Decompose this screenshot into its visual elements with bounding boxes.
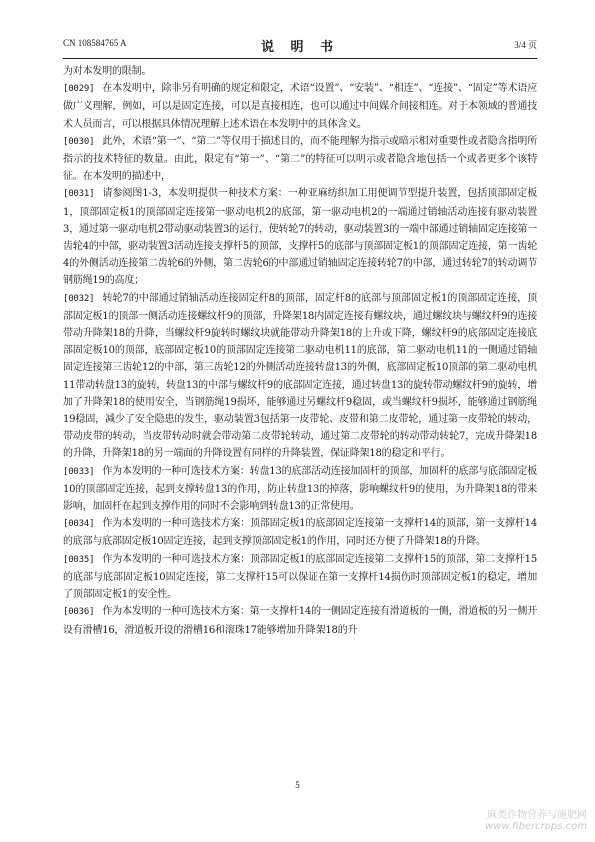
paragraph-text: 作为本发明的一种可选技术方案：转盘13的底部活动连接加固杆的顶部，加固杆的底部与底部固定板10的顶部固定连接，起到支撑转盘13的作用，防止转盘13的掉落，影响螺纹杆9的使用，为升降架18的带来影响，加固杆在起到支撑作用的同时不会影响到转盘13的正常使用。 (63, 465, 537, 513)
paragraph-0033 (63, 463, 537, 516)
paragraph-0030 (63, 133, 537, 186)
watermark (485, 806, 587, 832)
paragraph-number: [0029] (63, 84, 95, 95)
paragraph-0031 (63, 185, 537, 289)
paragraph-number: [0033] (63, 466, 95, 477)
paragraph-0036 (63, 603, 537, 638)
watermark-site-name: 麻类作物营养与施肥网 (487, 810, 587, 821)
paragraph-text: 此外，术语“第一”、“第二”等仅用于描述目的，而不能理解为指示或暗示相对重要性或者隐含指明所指示的技术特征的数量。由此，限定有“第一”、“第二”的特征可以明示或者隐含地包括一个或者更多个该特征。在本发明的描述中， (63, 135, 537, 183)
paragraph-text: 作为本发明的一种可选技术方案：顶部固定板1的底部固定连接第一支撑杆14的顶部，第一支撑杆14的底部与底部固定板10固定连接，起到支撑顶部固定板1的作用，同时还方便了升降架18的升降。 (63, 518, 537, 548)
paragraph-text: 为对本发明的限制。 (63, 66, 152, 77)
paragraph-text: 请参阅图1-3，本发明提供一种技术方案：一种亚麻纺织加工用便调节型提升装置，包括顶部固定板1，顶部固定板1的顶部固定连接第一驱动电机2的底部，第一驱动电机2的一端通过销轴活动连接有驱动装置3，通过第一驱动电机2带动驱动装置3的运行，使转轮7的转动，驱动装置3的一端中部通过销轴固定连接第一齿轮4的中部，驱动装置3活动连接支撑杆5的顶部，支撑杆5的底部与顶部固定板1的顶部固定连接，第一齿轮4的外侧活动连接第二齿轮6的外侧，第二齿轮6的中部通过销轴固定连接转轮7的中部，通过转轮7的转动调节钢筋绳19的高度； (63, 188, 537, 287)
watermark-url: www.fibercrops.com (485, 821, 587, 832)
paragraph-number: [0030] (63, 136, 95, 147)
patent-number: CN 108584765 A (63, 38, 127, 48)
section-title: 说 明 书 (260, 40, 340, 55)
page-indicator: 3/4 页 (514, 40, 537, 50)
paragraph-0029 (63, 80, 537, 133)
paragraph-text: 在本发明中，除非另有明确的规定和限定，术语“设置”、“安装”、“相连”、“连接”、“固定”等术语应做广义理解，例如，可以是固定连接，可以是直接相连，也可以通过中间媒介间接相连。对于本领域的普通技术人员而言，可以根据具体情况理解上述术语在本发明中的具体含义。 (63, 83, 537, 130)
paragraph-0035 (63, 551, 537, 604)
paragraph-number: [0035] (63, 554, 95, 565)
paragraph-text: 作为本发明的一种可选技术方案：顶部固定板1的底部固定连接第二支撑杆15的顶部，第二支撑杆15的底部与底部固定板10固定连接，第二支撑杆15可以保证在第一支撑杆14损伤时顶部固定板1的稳定，增加了顶部固定板1的安全性。 (63, 553, 537, 601)
paragraph-number: [0034] (63, 519, 95, 530)
document-body (63, 63, 537, 639)
header-rule (63, 58, 537, 59)
page-number: 5 (295, 780, 300, 790)
page-header (63, 36, 537, 55)
paragraph-0034 (63, 515, 537, 550)
paragraph-0032 (63, 290, 537, 463)
paragraph-continuation (63, 63, 537, 80)
paragraph-number: [0032] (63, 293, 95, 304)
paragraph-number: [0036] (63, 607, 95, 618)
paragraph-number: [0031] (63, 189, 95, 200)
paragraph-text: 转轮7的中部通过销轴活动连接固定杆8的顶部，固定杆8的底部与顶部固定板1的顶部固定连接，顶部固定板1的顶部一侧活动连接螺纹杆9的顶部，升降架18内固定连接有螺纹块，通过螺纹块与螺纹杆9的连接带动升降架18的升降，当螺纹杆9旋转时螺纹块就能带动升降架18的上升或下降，螺纹杆9的底部固定连接底部固定板10的顶部，底部固定板10的顶部固定连接第二驱动电机11的底部，第二驱动电机11的一侧通过销轴固定连接第三齿轮12的中部，第三齿轮12的外侧活动连接转盘13的外侧，底部固定板10顶部的第二驱动电机11带动转盘13的旋转，转盘13的中部与螺纹杆9的底部固定连接，通过转盘13的旋转带动螺纹杆9的旋转，增加了升降架18的使用安全，当钢筋绳19损坏，能够通过另螺纹杆9稳固，或当螺纹杆9损坏，能够通过钢筋绳19稳固，减少了安全隐患的发生，驱动装置3包括第一皮带轮、皮带和第二皮带轮，通过第一皮带轮的转动，带动皮带的转动，当皮带转动时就会带动第二皮带轮转动，通过第二皮带轮的转动带动转轮7，完成升降架18的升降，升降架18的另一端面的升降设置有同样的升降装置，保证降架18的稳定和平行。 (63, 292, 537, 460)
paragraph-text: 作为本发明的一种可选技术方案：第一支撑杆14的一侧固定连接有滑道板的一侧，滑道板的另一侧开设有滑槽16，滑道板开设的滑槽16和滚珠17能够增加升降架18的升 (63, 606, 537, 636)
